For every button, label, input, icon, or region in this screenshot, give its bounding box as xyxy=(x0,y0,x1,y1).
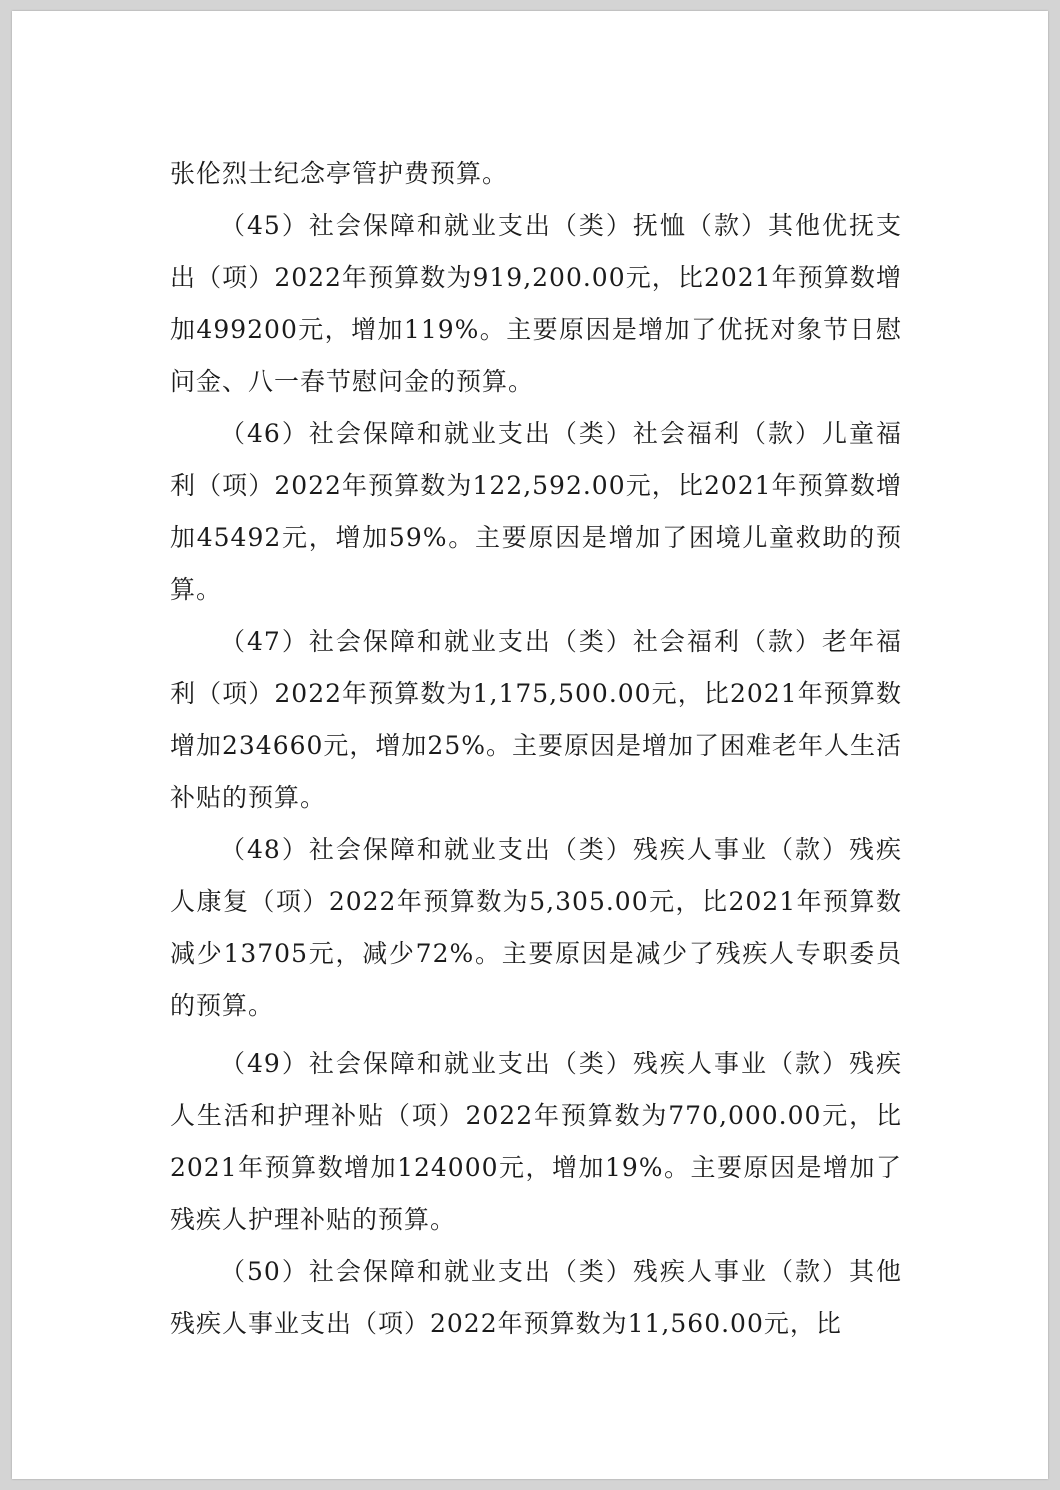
paragraph-item-46: （46）社会保障和就业支出（类）社会福利（款）儿童福利（项）2022年预算数为122,592.00元，比2021年预算数增加45492元，增加59%。主要原因是增加了困境儿童救助的预算。 xyxy=(170,419,902,604)
paragraph-continuation: 张伦烈士纪念亭管护费预算。 xyxy=(170,159,509,188)
paragraph-item-49: （49）社会保障和就业支出（类）残疾人事业（款）残疾人生活和护理补贴（项）2022年预算数为770,000.00元，比2021年预算数增加124000元，增加19%。主要原因是增加了残疾人护理补贴的预算。 xyxy=(170,1049,902,1234)
paragraph-item-48: （48）社会保障和就业支出（类）残疾人事业（款）残疾人康复（项）2022年预算数为5,305.00元，比2021年预算数减少13705元，减少72%。主要原因是减少了残疾人专职委员的预算。 xyxy=(170,835,902,1020)
document-page xyxy=(12,11,1048,1479)
paragraph-item-45: （45）社会保障和就业支出（类）抚恤（款）其他优抚支出（项）2022年预算数为919,200.00元，比2021年预算数增加499200元，增加119%。主要原因是增加了优抚对象节日慰问金、八一春节慰问金的预算。 xyxy=(170,211,902,396)
paragraph-item-47: （47）社会保障和就业支出（类）社会福利（款）老年福利（项）2022年预算数为1,175,500.00元，比2021年预算数增加234660元，增加25%。主要原因是增加了困难老年人生活补贴的预算。 xyxy=(170,627,903,812)
paragraph-item-50: （50）社会保障和就业支出（类）残疾人事业（款）其他残疾人事业支出（项）2022年预算数为11,560.00元，比 xyxy=(170,1257,902,1338)
document-body xyxy=(170,148,902,1350)
